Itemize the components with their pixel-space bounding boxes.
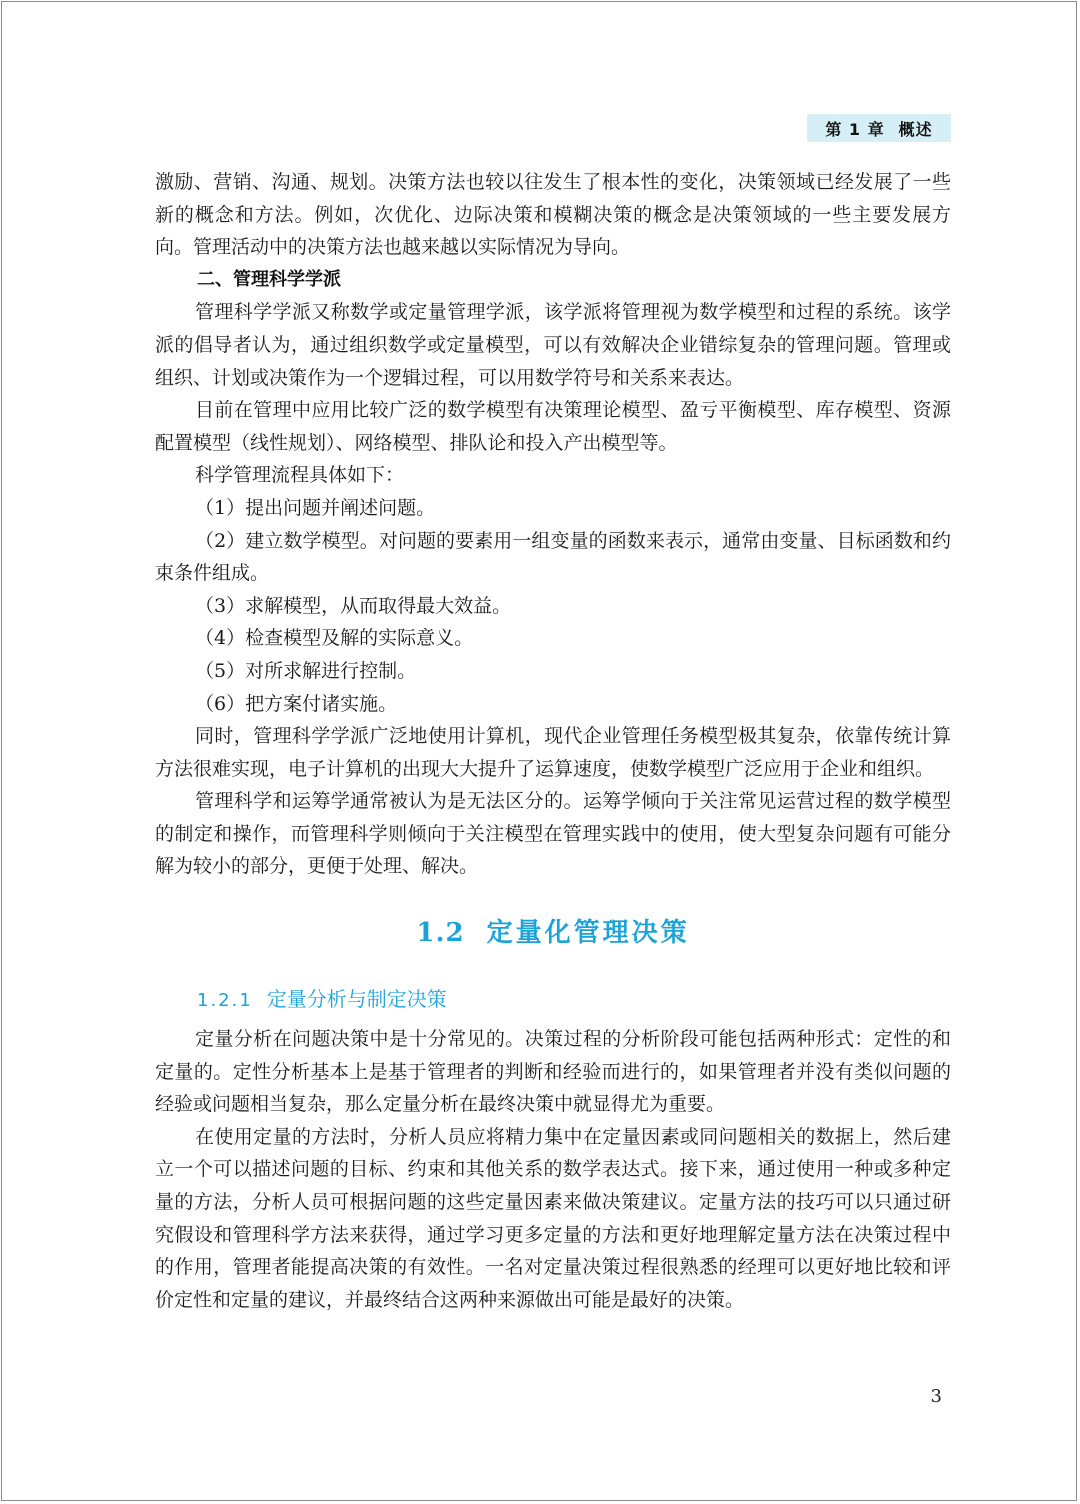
list-item: （6）把方案付诸实施。 [195, 692, 398, 715]
body-text [155, 166, 951, 1316]
list-item: （5）对所求解进行控制。 [195, 659, 417, 682]
section-number: 1.2 [416, 918, 465, 949]
section-title [155, 913, 951, 953]
running-head-title: 概述 [898, 119, 933, 139]
subsection-number: 1.2.1 [197, 990, 253, 1012]
subsection-title-text: 定量分析与制定决策 [266, 987, 447, 1012]
paragraph: 管理科学和运筹学通常被认为是无法区分的。运筹学倾向于关注常见运营过程的数学模型的制定和操作，而管理科学则倾向于关注模型在管理实践中的使用，使大型复杂问题有可能分解为较小的部分，更便于处理、解决。 [155, 790, 951, 878]
section-title-text: 定量化管理决策 [486, 918, 690, 949]
list-item: （1）提出问题并阐述问题。 [195, 496, 436, 519]
paragraph: 定量分析在问题决策中是十分常见的。决策过程的分析阶段可能包括两种形式：定性的和定量的。定性分析基本上是基于管理者的判断和经验而进行的，如果管理者并没有类似问题的经验或问题相当复杂，那么定量分析在最终决策中就显得尤为重要。 [155, 1028, 951, 1116]
book-page [1, 1, 1077, 1501]
page-number: 3 [930, 1386, 942, 1407]
paragraph: 在使用定量的方法时，分析人员应将精力集中在定量因素或同问题相关的数据上，然后建立一个可以描述问题的目标、约束和其他关系的数学表达式。接下来，通过使用一种或多种定量的方法，分析人员可根据问题的这些定量因素来做决策建议。定量方法的技巧可以只通过研究假设和管理科学方法来获得，通过学习更多定量的方法和更好地理解定量方法在决策过程中的作用，管理者能提高决策的有效性。一名对定量决策过程很熟悉的经理可以更好地比较和评价定性和定量的建议，并最终结合这两种来源做出可能是最好的决策。 [155, 1125, 951, 1311]
list-item: （2）建立数学模型。对问题的要素用一组变量的函数来表示，通常由变量、目标函数和约束条件组成。 [155, 529, 951, 585]
paragraph: 目前在管理中应用比较广泛的数学模型有决策理论模型、盈亏平衡模型、库存模型、资源配置模型（线性规划）、网络模型、排队论和投入产出模型等。 [155, 399, 951, 454]
paragraph: 科学管理流程具体如下： [195, 464, 405, 487]
paragraph: 同时，管理科学学派广泛地使用计算机，现代企业管理任务模型极其复杂，依靠传统计算方法很难实现，电子计算机的出现大大提升了运算速度，使数学模型广泛应用于企业和组织。 [155, 725, 951, 780]
list-item: （4）检查模型及解的实际意义。 [195, 627, 474, 650]
paragraph: 激励、营销、沟通、规划。决策方法也较以往发生了根本性的变化，决策领域已经发展了一些新的概念和方法。例如，次优化、边际决策和模糊决策的概念是决策领域的一些主要发展方向。管理活动中的决策方法也越来越以实际情况为导向。 [155, 171, 951, 259]
paragraph: 管理科学学派又称数学或定量管理学派，该学派将管理视为数学模型和过程的系统。该学派的倡导者认为，通过组织数学或定量模型，可以有效解决企业错综复杂的管理问题。管理或组织、计划或决策作为一个逻辑过程，可以用数学符号和关系来表达。 [155, 301, 951, 389]
running-head [807, 114, 951, 142]
running-head-chapter: 第 1 章 [825, 119, 885, 139]
list-item: （3）求解模型，从而取得最大效益。 [195, 594, 512, 617]
subsection-title [155, 981, 951, 1019]
subheading: 二、管理科学学派 [197, 268, 341, 290]
